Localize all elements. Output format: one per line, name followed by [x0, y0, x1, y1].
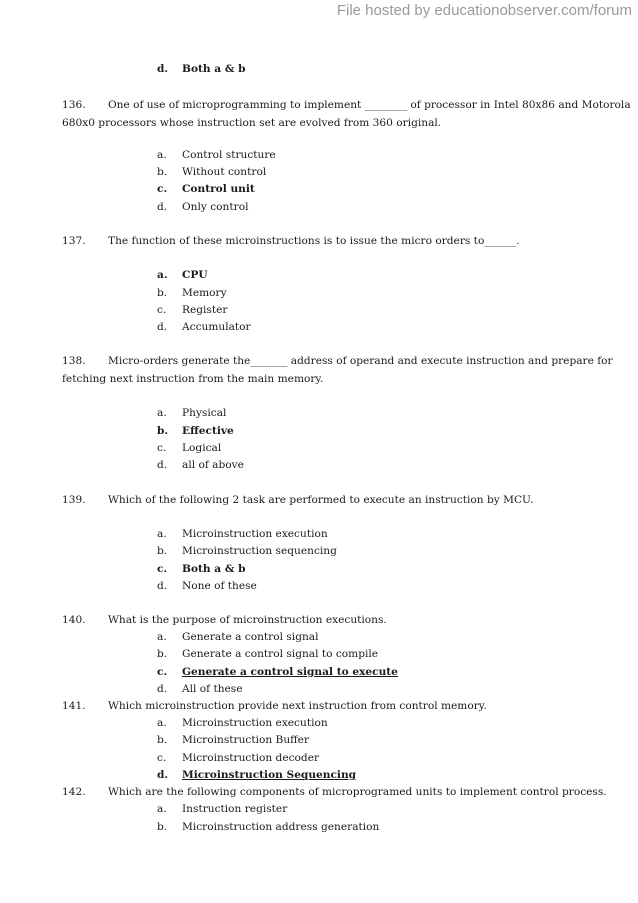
question-text-continuation: 680x0 processors whose instruction set are evolved from 360 original.: [62, 117, 442, 129]
option-letter: d.: [157, 201, 168, 213]
option-text: Both a & b: [182, 63, 246, 75]
option-text: None of these: [182, 580, 257, 592]
option-text: All of these: [182, 683, 243, 695]
correct-option-text: CPU: [182, 269, 208, 281]
question-number: 140.: [62, 614, 86, 626]
option-text: Control structure: [182, 149, 276, 161]
option-text: Physical: [182, 407, 227, 419]
option-letter: a.: [157, 717, 167, 729]
option-text: Microinstruction execution: [182, 717, 328, 729]
correct-option-letter: c.: [157, 666, 168, 678]
option-text: Only control: [182, 201, 249, 213]
question-number: 137.: [62, 235, 86, 247]
option-text: Generate a control signal to compile: [182, 648, 379, 660]
question-text: The function of these microinstructions is to issue the micro orders to______.: [108, 235, 520, 247]
correct-option-text: Effective: [182, 425, 234, 437]
option-text: Instruction register: [182, 803, 288, 815]
option-text: Microinstruction Buffer: [182, 734, 310, 746]
option-text: Register: [182, 304, 228, 316]
option-text: Microinstruction address generation: [182, 821, 380, 833]
option-letter: a.: [157, 803, 167, 815]
option-letter: d.: [157, 580, 168, 592]
correct-option-letter: b.: [157, 425, 169, 437]
question-number: 139.: [62, 494, 86, 506]
option-letter: b.: [157, 166, 168, 178]
option-letter: d.: [157, 459, 168, 471]
option-letter: d.: [157, 63, 169, 75]
question-number: 136.: [62, 99, 86, 111]
correct-option-letter: c.: [157, 563, 168, 575]
option-text: Logical: [182, 442, 222, 454]
question-text: What is the purpose of microinstruction executions.: [108, 614, 387, 626]
option-text: Accumulator: [182, 321, 251, 333]
question-text: Micro-orders generate the_______ address of operand and execute instruction and prepare for: [108, 355, 613, 367]
option-text: Without control: [182, 166, 267, 178]
option-letter: d.: [157, 683, 168, 695]
question-text: One of use of microprogramming to implement ________ of processor in Intel 80x86 and Motorola: [108, 99, 631, 111]
question-number: 138.: [62, 355, 86, 367]
option-letter: b.: [157, 648, 168, 660]
option-text: Generate a control signal: [182, 631, 319, 643]
option-letter: c.: [157, 304, 167, 316]
question-number: 141.: [62, 700, 86, 712]
correct-option-text: Both a & b: [182, 563, 246, 575]
option-letter: b.: [157, 821, 168, 833]
option-letter: d.: [157, 321, 168, 333]
option-letter: b.: [157, 545, 168, 557]
option-letter: a.: [157, 631, 167, 643]
correct-option-letter: d.: [157, 769, 169, 781]
correct-option-letter: a.: [157, 269, 168, 281]
option-letter: a.: [157, 149, 167, 161]
option-letter: b.: [157, 287, 168, 299]
question-text: Which microinstruction provide next instruction from control memory.: [108, 700, 487, 712]
question-text-continuation: fetching next instruction from the main memory.: [62, 373, 324, 385]
correct-option-text: Microinstruction Sequencing: [182, 769, 357, 781]
option-letter: b.: [157, 734, 168, 746]
question-number: 142.: [62, 786, 86, 798]
option-text: all of above: [182, 459, 244, 471]
question-text: Which of the following 2 task are performed to execute an instruction by MCU.: [108, 494, 534, 506]
correct-option-text: Generate a control signal to execute: [182, 666, 398, 678]
option-text: Microinstruction execution: [182, 528, 328, 540]
option-text: Microinstruction sequencing: [182, 545, 337, 557]
question-text: Which are the following components of microprogramed units to implement control process.: [108, 786, 607, 798]
option-letter: a.: [157, 407, 167, 419]
option-letter: a.: [157, 528, 167, 540]
option-text: Microinstruction decoder: [182, 752, 320, 764]
option-letter: c.: [157, 752, 167, 764]
watermark: File hosted by educationobserver.com/forum: [336, 2, 632, 19]
option-text: Memory: [182, 287, 227, 299]
option-letter: c.: [157, 442, 167, 454]
correct-option-letter: c.: [157, 183, 168, 195]
correct-option-text: Control unit: [182, 183, 255, 195]
